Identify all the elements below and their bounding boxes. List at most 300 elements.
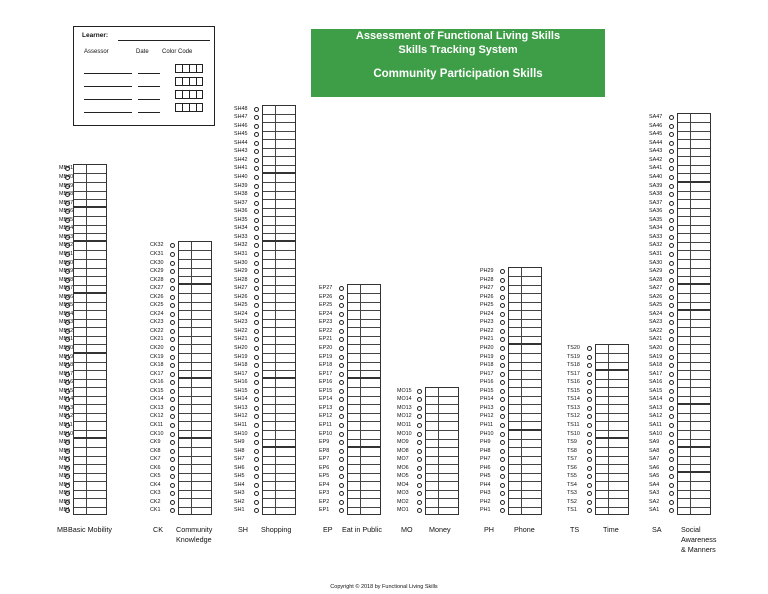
- skill-radio[interactable]: [254, 423, 259, 428]
- skill-radio[interactable]: [254, 295, 259, 300]
- skill-radio[interactable]: [669, 226, 674, 231]
- skill-radio[interactable]: [417, 440, 422, 445]
- skill-radio[interactable]: [669, 466, 674, 471]
- skill-radio[interactable]: [669, 158, 674, 163]
- skill-radio[interactable]: [587, 372, 592, 377]
- skill-radio[interactable]: [65, 175, 70, 180]
- tracking-grid[interactable]: [73, 293, 107, 353]
- skill-radio[interactable]: [669, 372, 674, 377]
- skill-radio[interactable]: [587, 483, 592, 488]
- skill-radio[interactable]: [500, 278, 505, 283]
- skill-radio[interactable]: [669, 166, 674, 171]
- skill-radio[interactable]: [339, 474, 344, 479]
- skill-radio[interactable]: [587, 508, 592, 513]
- skill-radio[interactable]: [339, 389, 344, 394]
- date-line[interactable]: [138, 86, 160, 87]
- skill-radio[interactable]: [417, 414, 422, 419]
- skill-label: EP17: [319, 370, 333, 377]
- skill-radio[interactable]: [669, 337, 674, 342]
- skill-radio[interactable]: [339, 423, 344, 428]
- skill-radio[interactable]: [254, 226, 259, 231]
- skill-radio[interactable]: [339, 500, 344, 505]
- skill-radio[interactable]: [65, 483, 70, 488]
- skill-label: SH47: [234, 114, 248, 121]
- skill-radio[interactable]: [254, 286, 259, 291]
- skill-radio[interactable]: [254, 132, 259, 137]
- skill-radio[interactable]: [170, 414, 175, 419]
- skill-radio[interactable]: [170, 440, 175, 445]
- skill-radio[interactable]: [339, 363, 344, 368]
- skill-radio[interactable]: [417, 474, 422, 479]
- skill-radio[interactable]: [500, 346, 505, 351]
- skill-radio[interactable]: [170, 312, 175, 317]
- skill-label: SA3: [649, 490, 660, 497]
- skill-radio[interactable]: [170, 320, 175, 325]
- skill-radio[interactable]: [500, 457, 505, 462]
- tracking-grid[interactable]: [508, 430, 542, 516]
- skill-label: CK12: [150, 413, 164, 420]
- tracking-grid[interactable]: [677, 113, 711, 181]
- skill-radio[interactable]: [339, 457, 344, 462]
- skill-radio[interactable]: [254, 201, 259, 206]
- skill-label: MO12: [397, 413, 412, 420]
- skill-label: SH32: [234, 242, 248, 249]
- skill-radio[interactable]: [170, 389, 175, 394]
- skill-radio[interactable]: [587, 397, 592, 402]
- skill-radio[interactable]: [587, 414, 592, 419]
- skill-label: SH23: [234, 319, 248, 326]
- skill-radio[interactable]: [339, 449, 344, 454]
- skill-radio[interactable]: [669, 474, 674, 479]
- skill-radio[interactable]: [254, 474, 259, 479]
- tracking-grid[interactable]: [347, 378, 381, 446]
- category-name: Time: [603, 525, 619, 534]
- skill-radio[interactable]: [254, 449, 259, 454]
- tracking-grid[interactable]: [508, 344, 542, 430]
- skill-label: EP16: [319, 379, 333, 386]
- skill-radio[interactable]: [254, 269, 259, 274]
- skill-radio[interactable]: [669, 320, 674, 325]
- skill-radio[interactable]: [669, 508, 674, 513]
- skill-radio[interactable]: [170, 261, 175, 266]
- tracking-grid[interactable]: [73, 241, 107, 292]
- skill-radio[interactable]: [500, 286, 505, 291]
- skill-radio[interactable]: [170, 363, 175, 368]
- skill-radio[interactable]: [500, 355, 505, 360]
- skill-radio[interactable]: [669, 286, 674, 291]
- skill-label: SH28: [234, 276, 248, 283]
- skill-radio[interactable]: [254, 483, 259, 488]
- assessor-line[interactable]: [84, 99, 132, 100]
- skill-radio[interactable]: [254, 508, 259, 513]
- tracking-grid[interactable]: [677, 447, 711, 473]
- skill-radio[interactable]: [254, 312, 259, 317]
- skill-radio[interactable]: [669, 397, 674, 402]
- tracking-grid[interactable]: [677, 404, 711, 447]
- skill-label: MO2: [397, 498, 409, 505]
- skill-radio[interactable]: [254, 320, 259, 325]
- skill-radio[interactable]: [339, 466, 344, 471]
- skill-radio[interactable]: [417, 457, 422, 462]
- skill-radio[interactable]: [254, 380, 259, 385]
- skill-radio[interactable]: [587, 380, 592, 385]
- skill-radio[interactable]: [65, 295, 70, 300]
- skill-radio[interactable]: [254, 243, 259, 248]
- skill-radio[interactable]: [65, 372, 70, 377]
- tracking-grid[interactable]: [677, 182, 711, 285]
- skill-radio[interactable]: [170, 432, 175, 437]
- assessor-line[interactable]: [84, 73, 132, 74]
- skill-radio[interactable]: [254, 440, 259, 445]
- skill-radio[interactable]: [669, 124, 674, 129]
- skill-radio[interactable]: [669, 380, 674, 385]
- skill-radio[interactable]: [254, 372, 259, 377]
- skill-radio[interactable]: [500, 414, 505, 419]
- skill-radio[interactable]: [254, 141, 259, 146]
- skill-radio[interactable]: [254, 397, 259, 402]
- skill-radio[interactable]: [339, 372, 344, 377]
- skill-radio[interactable]: [339, 312, 344, 317]
- skill-radio[interactable]: [417, 423, 422, 428]
- color-code-box[interactable]: [175, 103, 203, 112]
- learner-line[interactable]: [118, 40, 210, 41]
- skill-radio[interactable]: [254, 457, 259, 462]
- skill-radio[interactable]: [417, 389, 422, 394]
- skill-radio[interactable]: [339, 380, 344, 385]
- skill-radio[interactable]: [65, 218, 70, 223]
- skill-radio[interactable]: [339, 329, 344, 334]
- skill-radio[interactable]: [254, 466, 259, 471]
- tracking-grid[interactable]: [508, 267, 542, 344]
- skill-radio[interactable]: [669, 243, 674, 248]
- skill-radio[interactable]: [417, 466, 422, 471]
- skill-radio[interactable]: [65, 500, 70, 505]
- skill-radio[interactable]: [587, 406, 592, 411]
- skill-radio[interactable]: [254, 406, 259, 411]
- skill-radio[interactable]: [669, 406, 674, 411]
- skill-radio[interactable]: [339, 337, 344, 342]
- skill-radio[interactable]: [669, 457, 674, 462]
- skill-radio[interactable]: [65, 235, 70, 240]
- skill-radio[interactable]: [170, 483, 175, 488]
- skill-radio[interactable]: [339, 414, 344, 419]
- skill-radio[interactable]: [669, 141, 674, 146]
- skill-radio[interactable]: [254, 278, 259, 283]
- skill-radio[interactable]: [669, 175, 674, 180]
- skill-radio[interactable]: [254, 432, 259, 437]
- skill-radio[interactable]: [254, 261, 259, 266]
- tracking-grid[interactable]: [347, 447, 381, 515]
- skill-radio[interactable]: [417, 508, 422, 513]
- skill-radio[interactable]: [500, 449, 505, 454]
- skill-radio[interactable]: [170, 500, 175, 505]
- color-code-box[interactable]: [175, 64, 203, 73]
- skill-radio[interactable]: [65, 252, 70, 257]
- skill-radio[interactable]: [587, 423, 592, 428]
- skill-radio[interactable]: [587, 466, 592, 471]
- skill-radio[interactable]: [500, 303, 505, 308]
- skill-radio[interactable]: [669, 192, 674, 197]
- skill-label: CK26: [150, 293, 164, 300]
- skill-radio[interactable]: [254, 149, 259, 154]
- skill-radio[interactable]: [254, 329, 259, 334]
- skill-radio[interactable]: [669, 449, 674, 454]
- skill-radio[interactable]: [669, 278, 674, 283]
- skill-radio[interactable]: [500, 337, 505, 342]
- skill-radio[interactable]: [669, 295, 674, 300]
- tracking-grid[interactable]: [262, 105, 296, 173]
- date-line[interactable]: [138, 73, 160, 74]
- skill-radio[interactable]: [500, 329, 505, 334]
- skill-radio[interactable]: [587, 491, 592, 496]
- skill-radio[interactable]: [170, 449, 175, 454]
- skill-radio[interactable]: [669, 312, 674, 317]
- skill-radio[interactable]: [65, 423, 70, 428]
- tracking-grid[interactable]: [595, 370, 629, 438]
- skill-radio[interactable]: [587, 449, 592, 454]
- skill-radio[interactable]: [339, 295, 344, 300]
- skill-radio[interactable]: [587, 440, 592, 445]
- skill-radio[interactable]: [669, 252, 674, 257]
- skill-radio[interactable]: [170, 423, 175, 428]
- skill-radio[interactable]: [65, 355, 70, 360]
- skill-radio[interactable]: [669, 355, 674, 360]
- skill-radio[interactable]: [339, 320, 344, 325]
- skill-radio[interactable]: [669, 115, 674, 120]
- skill-radio[interactable]: [500, 474, 505, 479]
- skill-radio[interactable]: [669, 423, 674, 428]
- skill-label: MB22: [59, 327, 74, 334]
- skill-radio[interactable]: [417, 406, 422, 411]
- skill-radio[interactable]: [500, 423, 505, 428]
- skill-radio[interactable]: [254, 184, 259, 189]
- skill-radio[interactable]: [339, 432, 344, 437]
- tracking-grid[interactable]: [677, 310, 711, 404]
- skill-radio[interactable]: [170, 269, 175, 274]
- skill-radio[interactable]: [669, 414, 674, 419]
- skill-radio[interactable]: [254, 124, 259, 129]
- skill-radio[interactable]: [254, 303, 259, 308]
- skill-radio[interactable]: [500, 483, 505, 488]
- tracking-grid[interactable]: [595, 344, 629, 370]
- skill-radio[interactable]: [65, 466, 70, 471]
- skill-radio[interactable]: [669, 432, 674, 437]
- skill-radio[interactable]: [339, 508, 344, 513]
- skill-radio[interactable]: [254, 235, 259, 240]
- skill-radio[interactable]: [65, 449, 70, 454]
- skill-radio[interactable]: [669, 389, 674, 394]
- skill-radio[interactable]: [417, 491, 422, 496]
- skill-radio[interactable]: [254, 175, 259, 180]
- skill-radio[interactable]: [500, 363, 505, 368]
- skill-radio[interactable]: [170, 303, 175, 308]
- skill-radio[interactable]: [170, 355, 175, 360]
- skill-radio[interactable]: [500, 320, 505, 325]
- skill-radio[interactable]: [339, 491, 344, 496]
- skill-radio[interactable]: [417, 449, 422, 454]
- skill-radio[interactable]: [170, 295, 175, 300]
- date-line[interactable]: [138, 99, 160, 100]
- skill-radio[interactable]: [500, 312, 505, 317]
- skill-radio[interactable]: [669, 483, 674, 488]
- skill-radio[interactable]: [65, 278, 70, 283]
- skill-radio[interactable]: [669, 440, 674, 445]
- tracking-grid[interactable]: [178, 378, 212, 438]
- tracking-grid[interactable]: [677, 472, 711, 515]
- skill-radio[interactable]: [170, 406, 175, 411]
- skill-radio[interactable]: [170, 243, 175, 248]
- skill-radio[interactable]: [500, 500, 505, 505]
- tracking-grid[interactable]: [262, 173, 296, 241]
- skill-radio[interactable]: [339, 397, 344, 402]
- skill-radio[interactable]: [170, 286, 175, 291]
- color-code-box[interactable]: [175, 90, 203, 99]
- skill-radio[interactable]: [65, 346, 70, 351]
- skill-radio[interactable]: [500, 406, 505, 411]
- skill-radio[interactable]: [254, 346, 259, 351]
- tracking-grid[interactable]: [73, 164, 107, 207]
- skill-radio[interactable]: [500, 508, 505, 513]
- skill-radio[interactable]: [254, 500, 259, 505]
- skill-radio[interactable]: [669, 303, 674, 308]
- skill-radio[interactable]: [669, 491, 674, 496]
- skill-radio[interactable]: [170, 380, 175, 385]
- skill-radio[interactable]: [669, 201, 674, 206]
- skill-radio[interactable]: [254, 192, 259, 197]
- skill-radio[interactable]: [417, 432, 422, 437]
- skill-radio[interactable]: [170, 372, 175, 377]
- skill-radio[interactable]: [500, 372, 505, 377]
- skill-radio[interactable]: [254, 166, 259, 171]
- tracking-grid[interactable]: [178, 241, 212, 284]
- skill-radio[interactable]: [587, 389, 592, 394]
- skill-radio[interactable]: [170, 466, 175, 471]
- tracking-grid[interactable]: [262, 447, 296, 515]
- skill-radio[interactable]: [500, 491, 505, 496]
- skill-radio[interactable]: [417, 483, 422, 488]
- skill-radio[interactable]: [170, 337, 175, 342]
- skill-radio[interactable]: [170, 508, 175, 513]
- skill-radio[interactable]: [587, 432, 592, 437]
- tracking-grid[interactable]: [347, 284, 381, 378]
- skill-radio[interactable]: [65, 329, 70, 334]
- skill-radio[interactable]: [417, 500, 422, 505]
- tracking-grid[interactable]: [262, 378, 296, 446]
- skill-radio[interactable]: [254, 355, 259, 360]
- tracking-grid[interactable]: [595, 438, 629, 515]
- skill-radio[interactable]: [500, 397, 505, 402]
- copyright: Copyright © 2018 by Functional Living Skills: [330, 584, 438, 590]
- skill-radio[interactable]: [500, 466, 505, 471]
- skill-radio[interactable]: [669, 218, 674, 223]
- skill-radio[interactable]: [170, 397, 175, 402]
- assessor-label: Assessor: [84, 49, 109, 55]
- tracking-grid[interactable]: [73, 438, 107, 515]
- skill-radio[interactable]: [339, 286, 344, 291]
- skill-radio[interactable]: [170, 491, 175, 496]
- skill-radio[interactable]: [254, 337, 259, 342]
- tracking-grid[interactable]: [425, 387, 459, 515]
- skill-radio[interactable]: [339, 346, 344, 351]
- skill-radio[interactable]: [339, 303, 344, 308]
- skill-radio[interactable]: [669, 209, 674, 214]
- tracking-grid[interactable]: [677, 284, 711, 310]
- skill-radio[interactable]: [587, 457, 592, 462]
- skill-radio[interactable]: [254, 115, 259, 120]
- skill-radio[interactable]: [339, 483, 344, 488]
- skill-radio[interactable]: [65, 261, 70, 266]
- skill-radio[interactable]: [254, 389, 259, 394]
- skill-radio[interactable]: [65, 201, 70, 206]
- skill-radio[interactable]: [417, 397, 422, 402]
- skill-radio[interactable]: [254, 363, 259, 368]
- skill-radio[interactable]: [65, 389, 70, 394]
- skill-radio[interactable]: [669, 184, 674, 189]
- skill-radio[interactable]: [254, 491, 259, 496]
- skill-radio[interactable]: [500, 269, 505, 274]
- skill-radio[interactable]: [669, 132, 674, 137]
- skill-radio[interactable]: [669, 261, 674, 266]
- skill-radio[interactable]: [170, 329, 175, 334]
- tracking-grid[interactable]: [262, 241, 296, 378]
- skill-radio[interactable]: [170, 474, 175, 479]
- skill-radio[interactable]: [65, 432, 70, 437]
- skill-radio[interactable]: [254, 158, 259, 163]
- skill-radio[interactable]: [587, 500, 592, 505]
- skill-radio[interactable]: [669, 329, 674, 334]
- skill-radio[interactable]: [170, 346, 175, 351]
- date-line[interactable]: [138, 112, 160, 113]
- color-code-box[interactable]: [175, 77, 203, 86]
- skill-radio[interactable]: [170, 252, 175, 257]
- tracking-grid[interactable]: [178, 284, 212, 378]
- skill-radio[interactable]: [500, 389, 505, 394]
- skill-radio[interactable]: [587, 363, 592, 368]
- skill-radio[interactable]: [254, 414, 259, 419]
- skill-radio[interactable]: [65, 312, 70, 317]
- skill-radio[interactable]: [339, 355, 344, 360]
- skill-radio[interactable]: [669, 363, 674, 368]
- skill-radio[interactable]: [669, 346, 674, 351]
- tracking-grid[interactable]: [73, 353, 107, 439]
- skill-radio[interactable]: [500, 295, 505, 300]
- skill-radio[interactable]: [254, 107, 259, 112]
- skill-radio[interactable]: [500, 432, 505, 437]
- skill-radio[interactable]: [587, 355, 592, 360]
- skill-radio[interactable]: [500, 440, 505, 445]
- skill-radio[interactable]: [587, 474, 592, 479]
- skill-radio[interactable]: [669, 149, 674, 154]
- skill-radio[interactable]: [170, 457, 175, 462]
- skill-radio[interactable]: [170, 278, 175, 283]
- assessor-line[interactable]: [84, 112, 132, 113]
- skill-radio[interactable]: [339, 406, 344, 411]
- assessor-line[interactable]: [84, 86, 132, 87]
- skill-radio[interactable]: [254, 252, 259, 257]
- skill-radio[interactable]: [254, 218, 259, 223]
- skill-radio[interactable]: [65, 406, 70, 411]
- skill-radio[interactable]: [65, 184, 70, 189]
- skill-radio[interactable]: [669, 500, 674, 505]
- skill-radio[interactable]: [669, 235, 674, 240]
- skill-radio[interactable]: [669, 269, 674, 274]
- skill-radio[interactable]: [339, 440, 344, 445]
- skill-radio[interactable]: [587, 346, 592, 351]
- skill-radio[interactable]: [500, 380, 505, 385]
- skill-radio[interactable]: [254, 209, 259, 214]
- tracking-grid[interactable]: [178, 438, 212, 515]
- tracking-grid[interactable]: [73, 207, 107, 241]
